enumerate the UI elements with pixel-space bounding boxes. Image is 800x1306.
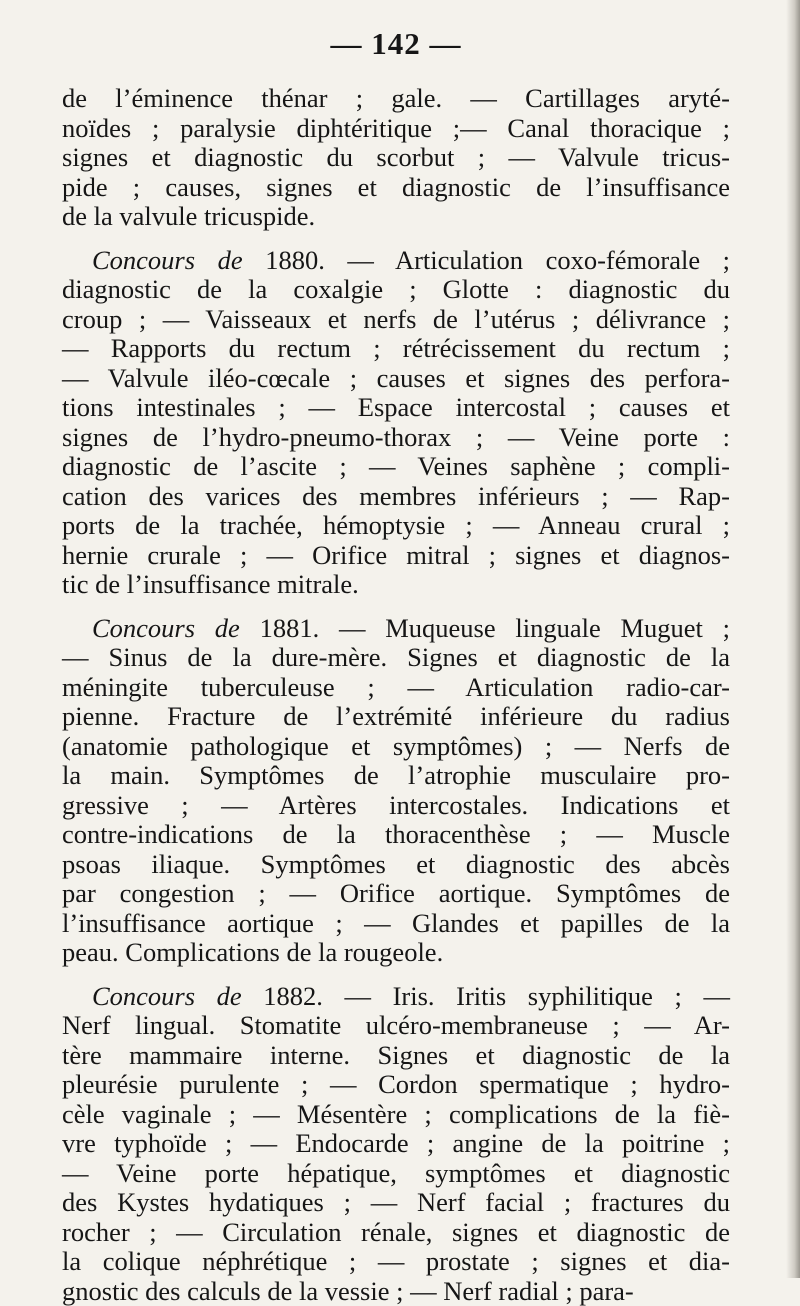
- line-text: 1880. — Articulation coxo-fémorale ;: [243, 245, 730, 275]
- line-text: psoas iliaque. Symptômes et diagnostic des abcès: [62, 849, 730, 879]
- text-line: [62, 702, 730, 732]
- paragraph: [62, 982, 730, 1306]
- text-line: [62, 1247, 730, 1277]
- line-text: par congestion ; — Orifice aortique. Symptômes de: [62, 878, 730, 908]
- text-line: [62, 982, 730, 1012]
- line-text: de la valvule tricuspide.: [62, 201, 315, 231]
- text-line: [62, 879, 730, 909]
- paragraph: [62, 614, 730, 968]
- line-text: contre-indications de la thoracenthèse ; — Muscle: [62, 819, 730, 849]
- text-line: [62, 423, 730, 453]
- line-text: méningite tuberculeuse ; — Articulation radio-car-: [62, 672, 730, 702]
- line-text: cèle vaginale ; — Mésentère ; complications de la fiè-: [62, 1099, 730, 1129]
- text-line: [62, 732, 730, 762]
- line-text: cation des varices des membres inférieurs ; — Rap-: [62, 481, 730, 511]
- line-text: tic de l’insuffisance mitrale.: [62, 569, 359, 599]
- text-line: [62, 482, 730, 512]
- paragraph: [62, 84, 730, 232]
- text-line: [62, 938, 730, 968]
- paragraph: [62, 246, 730, 600]
- text-line: [62, 364, 730, 394]
- text-line: [62, 673, 730, 703]
- concours-heading: Concours de: [92, 981, 242, 1011]
- text-line: [62, 1159, 730, 1189]
- text-line: [62, 114, 730, 144]
- text-line: [62, 1277, 730, 1306]
- text-line: [62, 246, 730, 276]
- line-text: la colique néphrétique ; — prostate ; signes et dia-: [62, 1246, 730, 1276]
- page-edge-shadow: [786, 0, 800, 1278]
- line-text: diagnostic de la coxalgie ; Glotte : diagnostic du: [62, 274, 730, 304]
- text-line: [62, 173, 730, 203]
- line-text: pleurésie purulente ; — Cordon spermatique ; hydro-: [62, 1069, 730, 1099]
- line-text: noïdes ; paralysie diphtéritique ;— Canal thoracique ;: [62, 113, 730, 143]
- text-line: [62, 1129, 730, 1159]
- line-text: croup ; — Vaisseaux et nerfs de l’utérus ; délivrance ;: [62, 304, 730, 334]
- line-text: diagnostic de l’ascite ; — Veines saphène ; compli-: [62, 451, 730, 481]
- text-line: [62, 1218, 730, 1248]
- line-text: — Valvule iléo-cœcale ; causes et signes des perfora-: [62, 363, 730, 393]
- line-text: l’insuffisance aortique ; — Glandes et papilles de la: [62, 908, 730, 938]
- line-text: tère mammaire interne. Signes et diagnostic de la: [62, 1040, 730, 1070]
- line-text: pide ; causes, signes et diagnostic de l’insuffisance: [62, 172, 730, 202]
- line-text: la main. Symptômes de l’atrophie musculaire pro-: [62, 760, 730, 790]
- line-text: tions intestinales ; — Espace intercostal ; causes et: [62, 392, 730, 422]
- text-line: [62, 909, 730, 939]
- line-text: 1881. — Muqueuse linguale Muguet ;: [240, 613, 730, 643]
- text-line: [62, 305, 730, 335]
- text-line: [62, 393, 730, 423]
- line-text: — Sinus de la dure-mère. Signes et diagnostic de la: [62, 642, 730, 672]
- text-line: [62, 511, 730, 541]
- line-text: gressive ; — Artères intercostales. Indications et: [62, 790, 730, 820]
- text-line: [62, 202, 730, 232]
- line-text: gnostic des calculs de la vessie ; — Nerf radial ; para-: [62, 1276, 634, 1306]
- text-line: [62, 143, 730, 173]
- text-line: [62, 1070, 730, 1100]
- text-line: [62, 1011, 730, 1041]
- line-text: signes de l’hydro-pneumo-thorax ; — Veine porte :: [62, 422, 730, 452]
- text-line: [62, 820, 730, 850]
- text-line: [62, 1100, 730, 1130]
- body-text: [62, 84, 730, 1306]
- line-text: vre typhoïde ; — Endocarde ; angine de la poitrine ;: [62, 1128, 730, 1158]
- text-line: [62, 275, 730, 305]
- line-text: peau. Complications de la rougeole.: [62, 937, 443, 967]
- text-line: [62, 643, 730, 673]
- concours-heading: Concours de: [92, 613, 240, 643]
- line-text: signes et diagnostic du scorbut ; — Valvule tricus-: [62, 142, 730, 172]
- line-text: hernie crurale ; — Orifice mitral ; signes et diagnos-: [62, 540, 730, 570]
- text-line: [62, 541, 730, 571]
- text-line: [62, 614, 730, 644]
- text-line: [62, 1041, 730, 1071]
- line-text: rocher ; — Circulation rénale, signes et diagnostic de: [62, 1217, 730, 1247]
- page-number: — 142 —: [62, 26, 730, 62]
- line-text: — Rapports du rectum ; rétrécissement du rectum ;: [62, 333, 730, 363]
- text-line: [62, 452, 730, 482]
- text-line: [62, 334, 730, 364]
- text-line: [62, 850, 730, 880]
- line-text: — Veine porte hépatique, symptômes et diagnostic: [62, 1158, 730, 1188]
- line-text: (anatomie pathologique et symptômes) ; — Nerfs de: [62, 731, 730, 761]
- concours-heading: Concours de: [92, 245, 243, 275]
- line-text: Nerf lingual. Stomatite ulcéro-membraneuse ; — Ar-: [62, 1010, 730, 1040]
- text-line: [62, 84, 730, 114]
- line-text: 1882. — Iris. Iritis syphilitique ; —: [242, 981, 730, 1011]
- line-text: des Kystes hydatiques ; — Nerf facial ; fractures du: [62, 1187, 730, 1217]
- text-line: [62, 791, 730, 821]
- line-text: pienne. Fracture de l’extrémité inférieure du radius: [62, 701, 730, 731]
- line-text: de l’éminence thénar ; gale. — Cartillages aryté-: [62, 83, 730, 113]
- text-line: [62, 570, 730, 600]
- line-text: ports de la trachée, hémoptysie ; — Anneau crural ;: [62, 510, 730, 540]
- text-line: [62, 1188, 730, 1218]
- text-line: [62, 761, 730, 791]
